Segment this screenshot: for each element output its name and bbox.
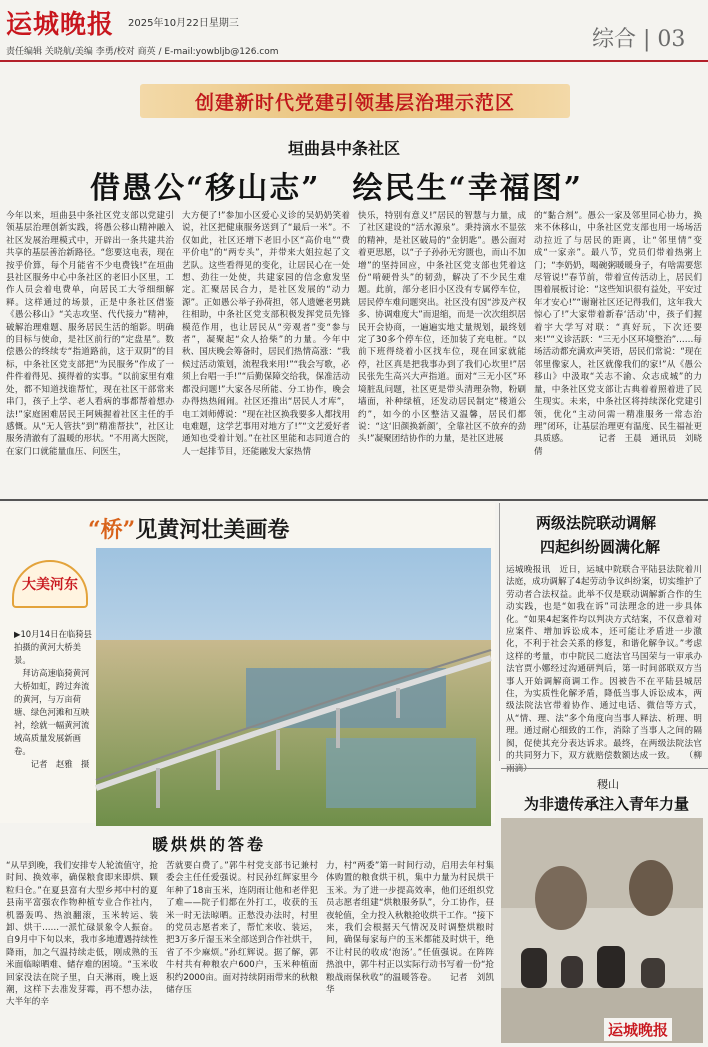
title-rest: 见黄河壮美画卷: [135, 517, 290, 543]
theme-banner: [140, 84, 570, 118]
heritage-kicker: 稷山: [597, 778, 619, 791]
heritage-divider: [501, 768, 708, 769]
lead-col-1: 今年以来，垣曲县中条社区党支部以党建引领基层治理创新实践，将愚公移山精神融入社区发展治理模式中，开辟出一条共建共治共享的基层善治新路径。“您要这电表，现在按乎价算，每个月能省不少电费钱!”在垣曲县社区服务中心中条社区的老旧小区里，工作人员会着电费单，向居民工大爷细细解释。这样通过的场景，正是中条社区借鉴《愚公移山》“关志攻坚、代代接力”精神，破解治理难题、服务居民生活的缩影。明确的目标与使命，是社区前行的“定盘星”。数偿愚公的终续专“指道路前，这于双阴”的目标，中条社区党支部把“为民服务”作成了一件件着得见、摸得着的实事。“以前家里有难处，都不知道找谁帮忙，现在社区干部常来串门，孩子上学、老人看病的事都帮着想办法!”家庭困难居民王阿姨握着社区主任的手感慨。从“无人管扶”到“精准帮扶”，社区让服务清澈有了温暖的形状。“不用离大医院，在家门口就能量血压、问医生，: [6, 211, 174, 457]
newspaper-logo: 运城晚报: [6, 10, 115, 40]
heater-col-3: 力，村“两委”第一时间行动，启用去年村集体购置的粮食烘干机，集中力量为村民烘干玉米。为了进一步提高效率，他们还组织党员志愿者组建“烘粮服务队”，分工协作，昼夜轮值，全力投入秋粮抢收烘干工作。“接下来，我们会根据天气情况及时调整烘粮时间，确保每家每户的玉米都能及时烘干，绝不让村民的收成‘泡汤’。”任值强说。在阵阵热浪中，郭牛村正以实际行动书写着一份“抢粮战雨保秋收”的温暖答卷。 记者 刘凯华: [326, 861, 494, 996]
section-divider: [0, 499, 708, 501]
heater-col-1: “从早到晚，我们安排专人轮流值守，抢时间、换效率，确保粮食即来即烘、颗粒归仓。”在夏县富有大型乡邦中村的夏县南平富强农作物种植专业合作社内，机器轰鸣、热浪翻滚，玉米转运、装卸、烘干……一派忙碌景象令人振奋。自9月中下旬以来，我市多地遭遇持续性降雨，加之气温持续走低，刚成熟的玉米面临晾晒难、储存难的困境。“玉米收回家没法在院子里，白天淋雨，晚上返潮，这样下去准发芽霉，再不想办法，大半年的辛: [6, 861, 158, 1008]
court-body: 运城晚报讯 近日，运城中院联合平陆县法院着川法庭，成功调解了4起劳动争议纠纷案，切实维护了劳动者合法权益。此举不仅是联动调解新合作的生动实践，也是“如我在诉”司法理念的进一步具体化。“如果4起案件均以判决方式结案，不仅意着对应案件、增加诉讼成本，还可能让矛盾进一步激化，不利于社会关系的修复，和谐化解争议。”考虑这样的考量，市中院民二庭法官马国荣与一审承办法官贾小娜经过沟通研判后，第一时间部联双方当事人开始调解商调工作。因被告不在平陆县城居住，为实质性化解矛盾，降低当事人诉讼成本，两级法院法官带着协作、通过电话、微信等方式，从“情、理、法”多个角度向当事人释法、析理、明理。通过耐心细致的工作，消除了当事人之间的隔阂，促使其充分表达诉求。最终，在两级法院法官的共同努力下，双方就赔偿数额达成一致。 （柳: [506, 565, 702, 762]
title-quote-char: “桥”: [88, 517, 136, 543]
heater-col-2: 苦就要白费了。”郭牛村党支部书记兼村委会主任任爱强说。村民孙红辉家里今年种了18亩玉米，连阴雨让他和老伴犯了难——院子们都在外打工，收获的玉米一时无法晾晒。正愁没办法时，村里的党员志愿者来了，帮忙来收、装运，把3万多斤湿玉米全部送到合作社烘干，省了不少麻烦。”孙红辉说。据了解，郭牛村共有种粮农户600户，玉米种植面积约2000亩。面对持续阴雨带来的秋粮储存压: [166, 861, 318, 996]
bridge-photo: [96, 548, 491, 826]
heritage-photo-graphic: [501, 818, 703, 1043]
court-headline-1: 两级法院联动调解: [536, 514, 657, 532]
lead-kicker: 垣曲县中条社区: [288, 139, 401, 158]
column-divider: [499, 503, 500, 761]
newspaper-watermark: 运城晚报: [604, 1018, 672, 1041]
lead-headline: 借愚公“移山志” 绘民生“幸福图”: [90, 171, 584, 206]
top-rule: [0, 60, 708, 62]
section-label: 综合 | 03: [592, 27, 686, 52]
heater-headline: 暖烘烘的答卷: [152, 835, 267, 854]
issue-date: 2025年10月22日星期三: [128, 18, 239, 29]
bridge-photo-graphic: [96, 548, 491, 826]
column-tag-text: 大美河东: [22, 577, 78, 593]
lead-col-2: 大方便了!”参加小区爱心义诊的吴奶奶笑着说，社区把健康服务送到了“最后一米”。不仅如此，社区还增下老旧小区“高价电”“费平价电”的“两专头”，并带来大姐拉起了文艺队。这些看得见的变化，让居民心在一处想、劲往一处使，共建家园的信念愈发坚定。汇聚居民合力，是社区发展的“动力源”。正如愚公举子孙荷担，邻人遗嬷老男跳往相助，中条社区党支部积极发挥党员先锋模范作用，也让居民从“旁观者”变“参与者”，凝聚起“众人拾柴”的力量。今年中秋、国庆晚会筹备时，居民们热情高涨：“我候过活动策划，流程我来用!”“我会写歌，必须上台唱一手!”“后勤保障交给我，保准活动都没问题!”大家各尽所能、分工协作，晚会办得热热闹闹。社区还推出“居民人才库”，电工刘师傅说：“现在社区换我要多人都找用电难题，这学艺事用对地方了!”“文艺爱好者通知也受着计划。”在社区里能和志同道合的人一起排节目，还能融发大家热情: [182, 211, 350, 457]
heritage-headline: 为非遗传承注入青年力量: [524, 795, 690, 813]
court-headline-2: 四起纠纷圆满化解: [540, 538, 661, 556]
lead-col-4: 的“黏合剂”。愚公一家及邻里同心协力，换来不休移山，中条社区党支部也用一场场活动拉近了与居民的距离，让“邻里情”变成“一家亲”。最八节，党员们带着热粥上门；“李奶奶，喝碗粥暖暖身子，有啥需要您尽管说!”春节前，带着宣传活动上，居民们围着展板讨论：“这些知识很有益处，平安过年才安心!”“谢谢社区还记得我们，这年我大惊心了!”大家带着新春‘活动’中，孩子们握着宇大学写对联：“真好玩，下次还要来!”“义诊活跃：“三无小区环境整治”……每场活动都充满欢声笑语，居民们常说：“现在邻里像家人，社区就像我们的家!”从《愚公移山》中汲取“关志不渝、众志成城”的力量，中条社区党支部让古典着着照着进了民生现实。未来，中条社区将持续深化党建引领，优化“主动问需一精准服务一常态治理”闭环，让基层治理更有温度、民生福祉更具质感。 记者 王晨 通讯员 刘晓倩: [534, 211, 702, 457]
photo-caption: ▶10月14日在临猗县拍摄的黄河大桥美景。 拜访高速临猗黄河大桥如虹，跨过奔流的黄河，与万亩荷塘、绿色河滩和互映衬，绘就一幅黄河流域高质量发展新画卷。 记者 赵雅 摄: [14, 629, 93, 769]
heritage-photo: [501, 818, 703, 1043]
banner-text: 创建新时代党建引领基层治理示范区: [194, 91, 515, 114]
lead-col-3: 快乐，特别有意义!”居民的智慧与力量，成了社区建设的“活水源泉”。秉持滴水不显弦的精神，是社区破局的“金钥匙”。愚公面对着更思愿，以“子子孙孙无穷匮也，而山不加增”的坚持回应，中条社区党支部也凭着这份“啃硬骨头”的韧劲，解决了不少民生难题。此前，部分老旧小区没有专属停车位，居民停车难问题突出。社区没有因“涉及产权多、协调难度大”而退缩，而是一次次组织居民开会协商，一遍遍实地丈量规划，最终划定了30多个停车位，还加装了充电桩。“以前下班得绕着小区找车位，现在回家就能停，社区真是把我事办到了我们心坎里!”居民张先生高兴大声指道。面对“三无小区”环境脏乱问题，社区更是带头清理杂物，粉刷墙面，补种绿植，还发动居民制定“楼道公约”，如今的小区整洁又温馨，居民们都说：“这‘旧颜换新颜’，全靠社区不放弃的劲头!”凝聚团结协作的力量，是社区进展: [358, 211, 526, 445]
editor-credits: 责任编辑 关晓航/美编 李勇/校对 商英 / E-mail:yowbljb@126.com: [6, 47, 279, 57]
photo-feature-title: [88, 513, 289, 544]
